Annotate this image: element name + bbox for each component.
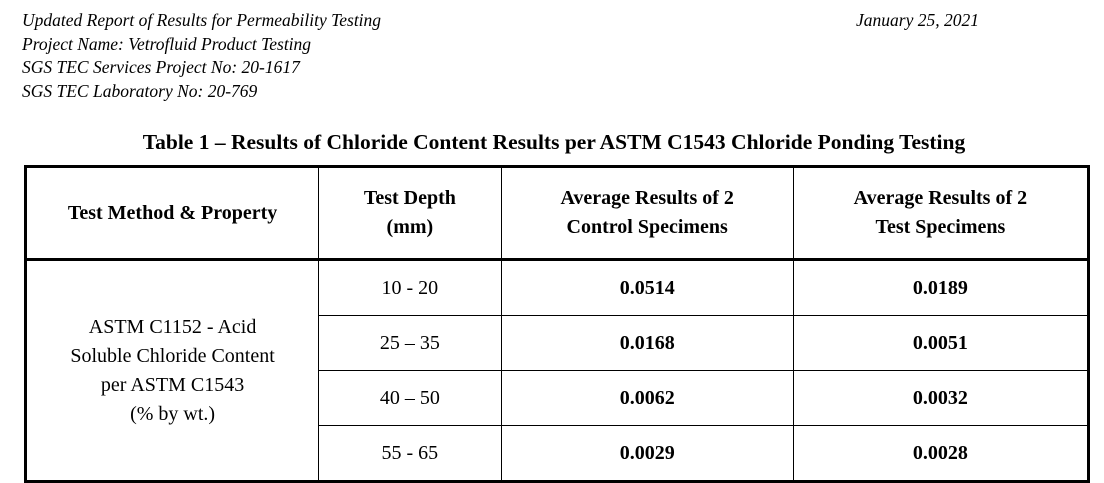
header-test-method: [26, 167, 319, 260]
header-test-line2: Test Specimens: [875, 216, 1006, 238]
header-control-line1: Average Results of 2: [560, 187, 734, 209]
method-line: (% by wt.): [130, 402, 216, 425]
table-title: Table 1 – Results of Chloride Content Results per ASTM C1543 Chloride Ponding Testing: [142, 130, 966, 154]
report-date: January 25, 2021: [856, 10, 979, 30]
report-header: [22, 9, 381, 103]
depth-cell: 10 - 20: [319, 260, 501, 316]
test-method-cell: [26, 260, 319, 482]
header-test-depth-line1: Test Depth: [363, 187, 456, 209]
laboratory-number: SGS TEC Laboratory No: 20-769: [22, 80, 258, 101]
header-test-depth-line2: (mm): [386, 216, 434, 238]
header-test-line1: Average Results of 2: [853, 187, 1028, 209]
test-value-cell: 0.0189: [793, 260, 1088, 316]
depth-cell: 40 – 50: [319, 371, 501, 426]
table-header-row: [26, 167, 1089, 260]
depth-cell: 25 – 35: [319, 316, 501, 371]
header-control-specimens: [501, 167, 793, 260]
header-test-depth: [319, 167, 501, 260]
project-number: SGS TEC Services Project No: 20-1617: [22, 57, 300, 77]
test-value-cell: 0.0051: [793, 316, 1088, 371]
method-line: per ASTM C1543: [100, 373, 245, 396]
project-name: Project Name: Vetrofluid Product Testing: [22, 33, 312, 54]
control-value-cell: 0.0062: [501, 371, 793, 426]
table-row: [26, 260, 1089, 316]
report-title: Updated Report of Results for Permeability Testing: [22, 10, 382, 30]
depth-cell: 55 - 65: [319, 426, 501, 482]
control-value-cell: 0.0514: [501, 260, 793, 316]
control-value-cell: 0.0029: [501, 426, 793, 482]
results-table: [24, 165, 1090, 483]
header-test-method-label: Test Method & Property: [67, 201, 278, 224]
method-line: Soluble Chloride Content: [70, 344, 275, 367]
control-value-cell: 0.0168: [501, 316, 793, 371]
header-test-specimens: [793, 167, 1088, 260]
header-control-line2: Control Specimens: [566, 216, 728, 238]
test-value-cell: 0.0032: [793, 371, 1088, 426]
method-line: ASTM C1152 - Acid: [88, 315, 257, 338]
test-value-cell: 0.0028: [793, 426, 1088, 482]
